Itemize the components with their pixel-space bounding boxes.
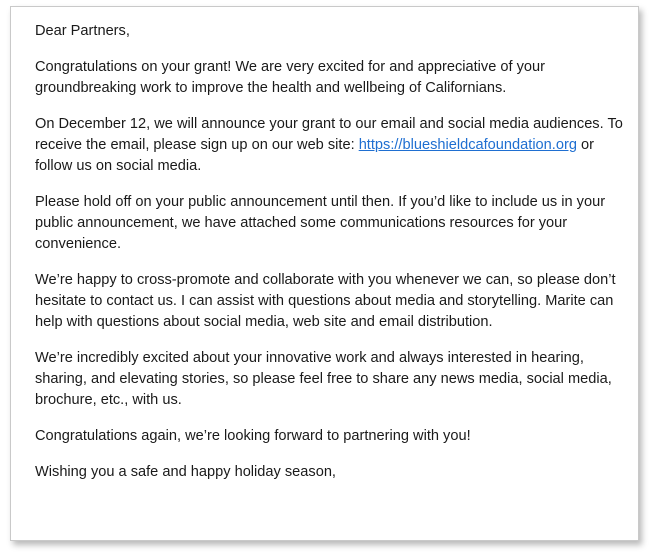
announcement-text-end: or follow us on social media.	[35, 137, 594, 174]
paragraph-cross-promote: We’re happy to cross-promote and collaborate with you whenever we can, so please don’t hesitate to contact us. I can assist with questions about media and storytelling. Marite can help with questions about social media, web site and email distribution.	[35, 272, 616, 330]
email-body	[35, 21, 635, 498]
closing-line: Wishing you a safe and happy holiday season,	[35, 464, 336, 480]
greeting: Dear Partners,	[35, 23, 130, 39]
paragraph-congratulations-again: Congratulations again, we’re looking forward to partnering with you!	[35, 428, 471, 444]
paragraph-announcement	[35, 114, 635, 177]
paragraph-excited: We’re incredibly excited about your innovative work and always interested in hearing, sharing, and elevating stories, so please feel free to share any news media, social media, brochure, etc., with us.	[35, 350, 612, 408]
paragraph-hold-off: Please hold off on your public announcement until then. If you’d like to include us in your public announcement, we have attached some communications resources for your convenience.	[35, 194, 606, 252]
website-link[interactable]: https://blueshieldcafoundation.org	[358, 137, 577, 153]
paragraph-congratulations: Congratulations on your grant! We are very excited for and appreciative of your groundbreaking work to improve the health and wellbeing of Californians.	[35, 59, 545, 96]
email-frame	[10, 6, 639, 541]
announcement-text: On December 12, we will announce your grant to our email and social media audiences. To receive the email, please sign up on our web site:	[35, 116, 623, 153]
